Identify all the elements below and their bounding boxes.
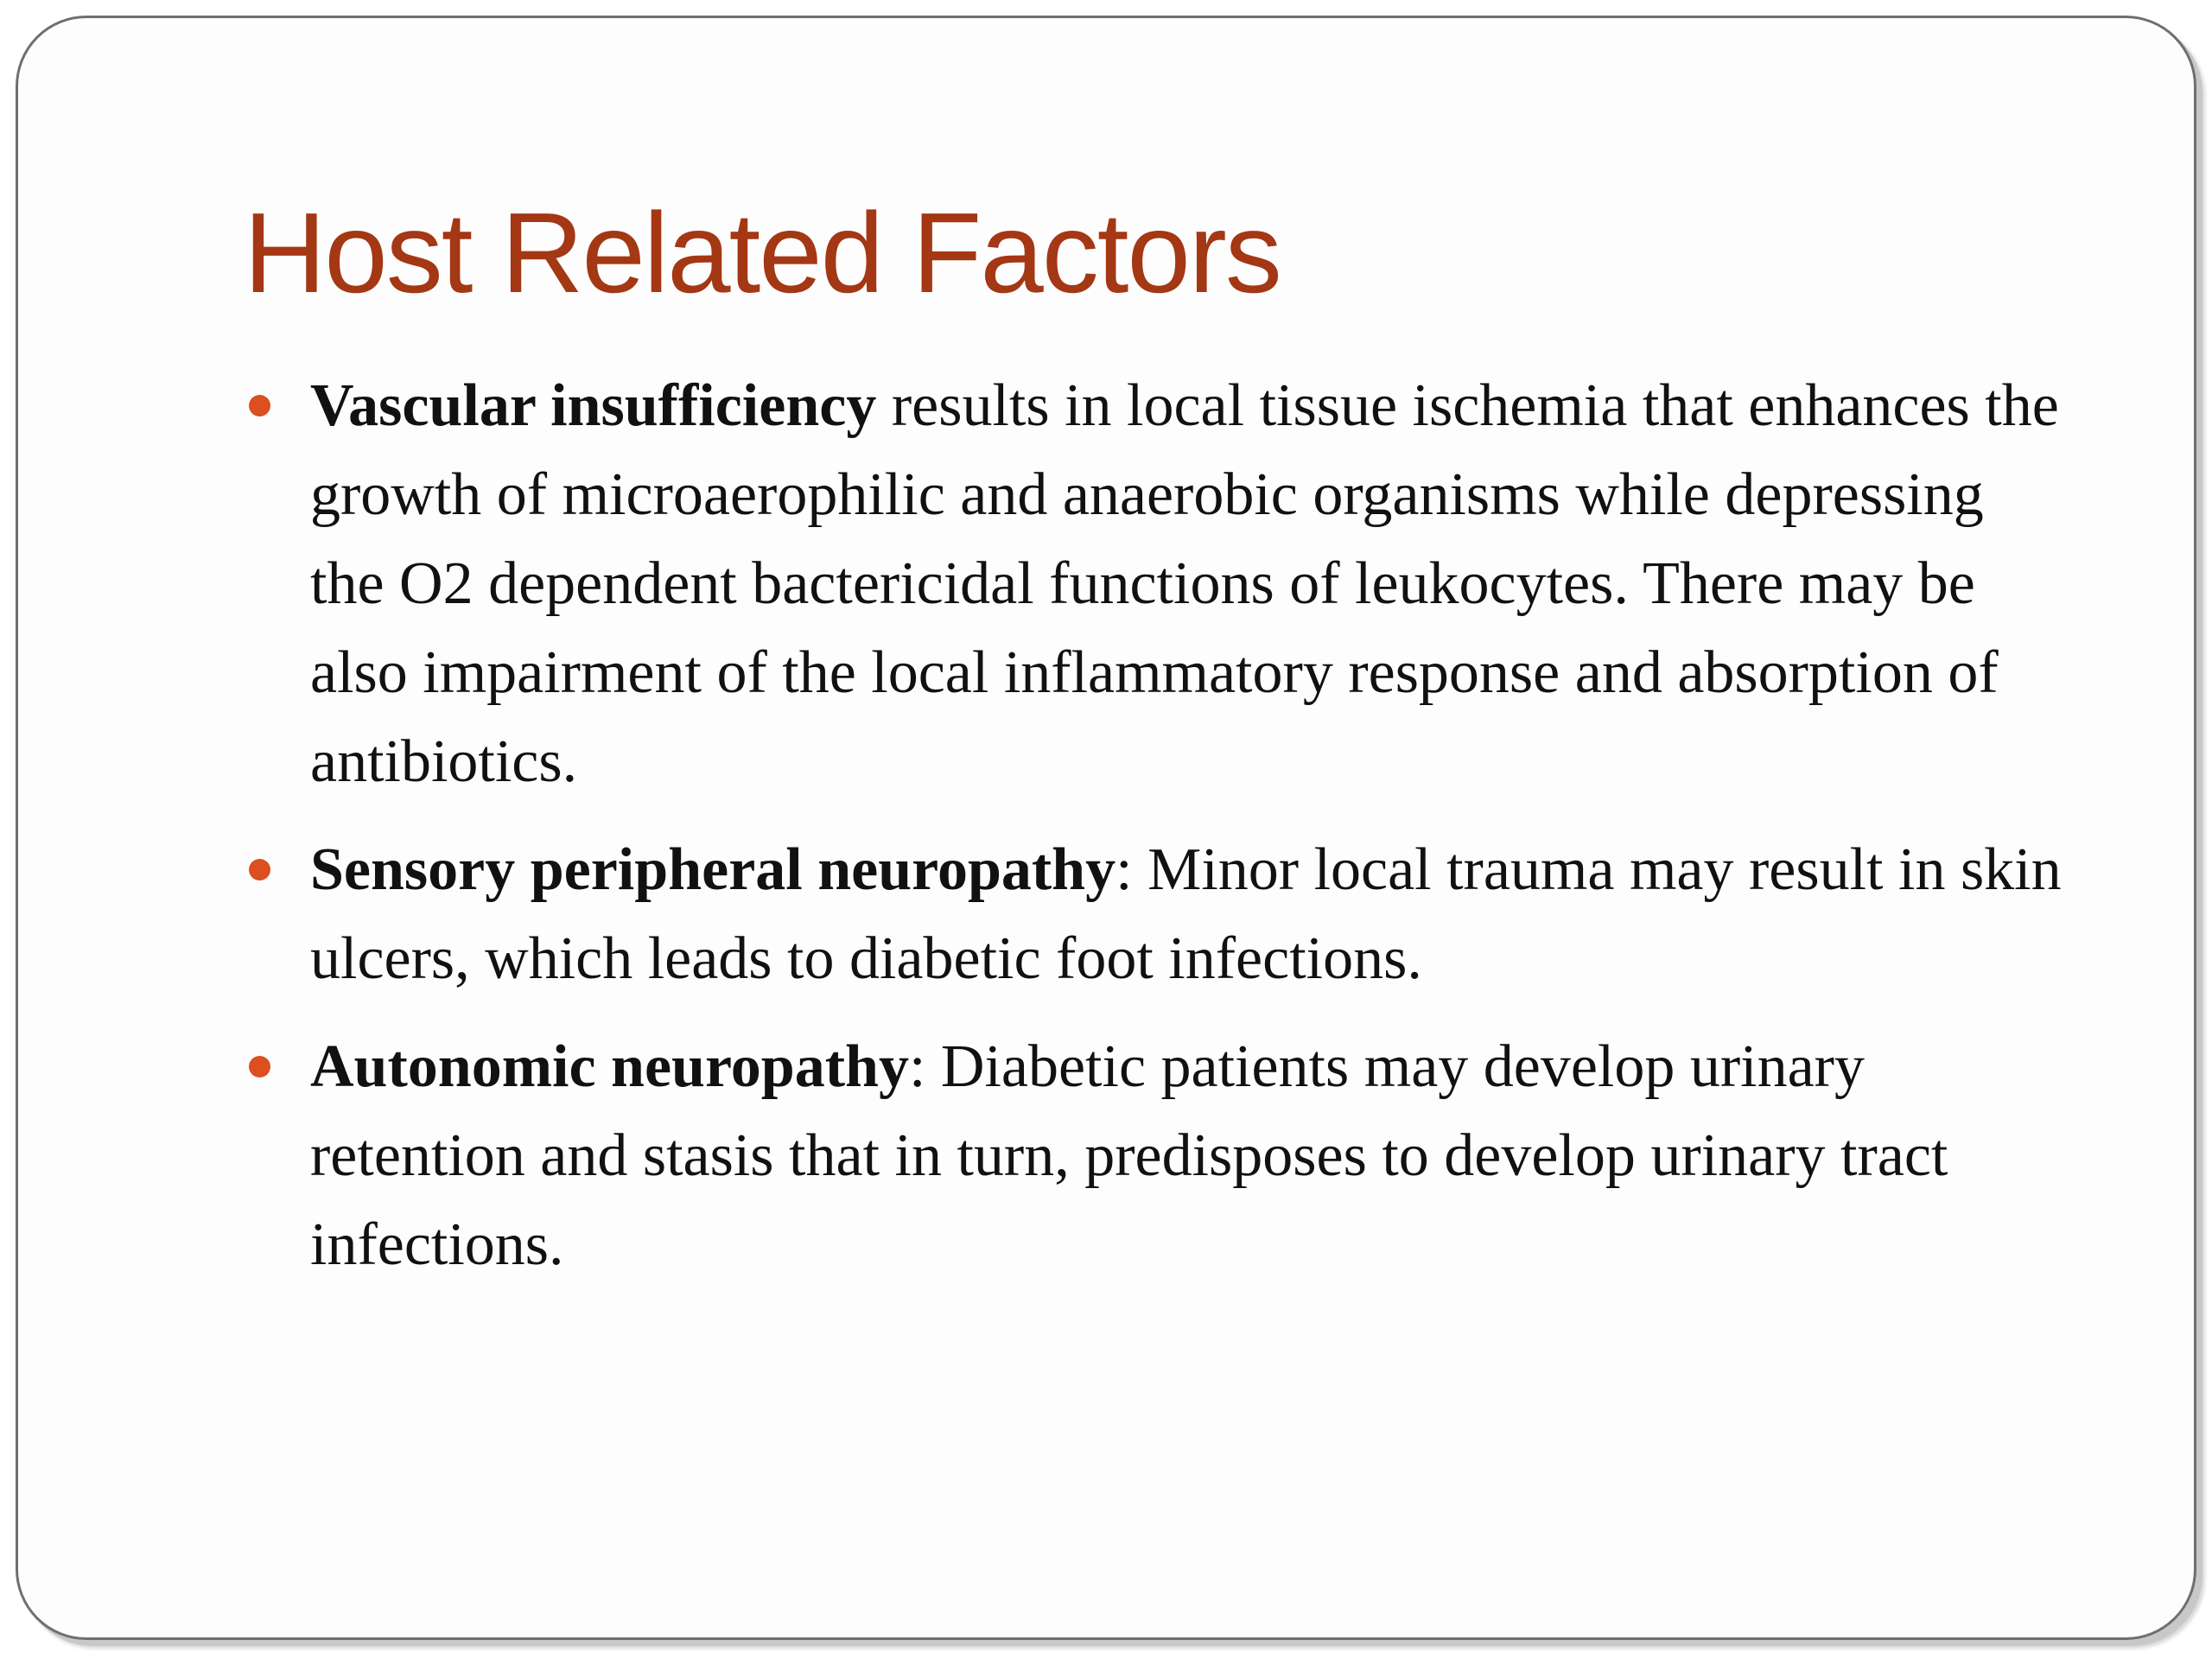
- bullet-list: [244, 361, 2067, 1308]
- bullet-text: : Minor local trauma may result in skin ulcers, which leads to diabetic foot infections.: [310, 836, 2062, 992]
- bullet-term: Autonomic neuropathy: [310, 1033, 909, 1100]
- bullet-text: : Diabetic patients may develop urinary retention and stasis that in turn, predisposes to develop urinary tract infections.: [310, 1033, 1948, 1278]
- bullet-dot-icon: [249, 859, 270, 880]
- bullet-dot-icon: [249, 1056, 270, 1077]
- bullet-dot-icon: [249, 395, 270, 416]
- bullet-term: Sensory peripheral neuropathy: [310, 836, 1116, 903]
- bullet-term: Vascular insufficiency: [310, 372, 877, 439]
- bullet-item-vascular-insufficiency: [244, 361, 2067, 806]
- bullet-item-autonomic-neuropathy: [244, 1022, 2067, 1289]
- bullet-text: results in local tissue ischemia that enhances the growth of microaerophilic and anaerobic organisms while depressing the O2 dependent bactericidal functions of leukocytes. There may be also impairment of the local inflammatory response and absorption of antibiotics.: [310, 372, 2059, 795]
- bullet-item-sensory-neuropathy: [244, 825, 2067, 1003]
- slide-title: Host Related Factors: [244, 189, 1281, 316]
